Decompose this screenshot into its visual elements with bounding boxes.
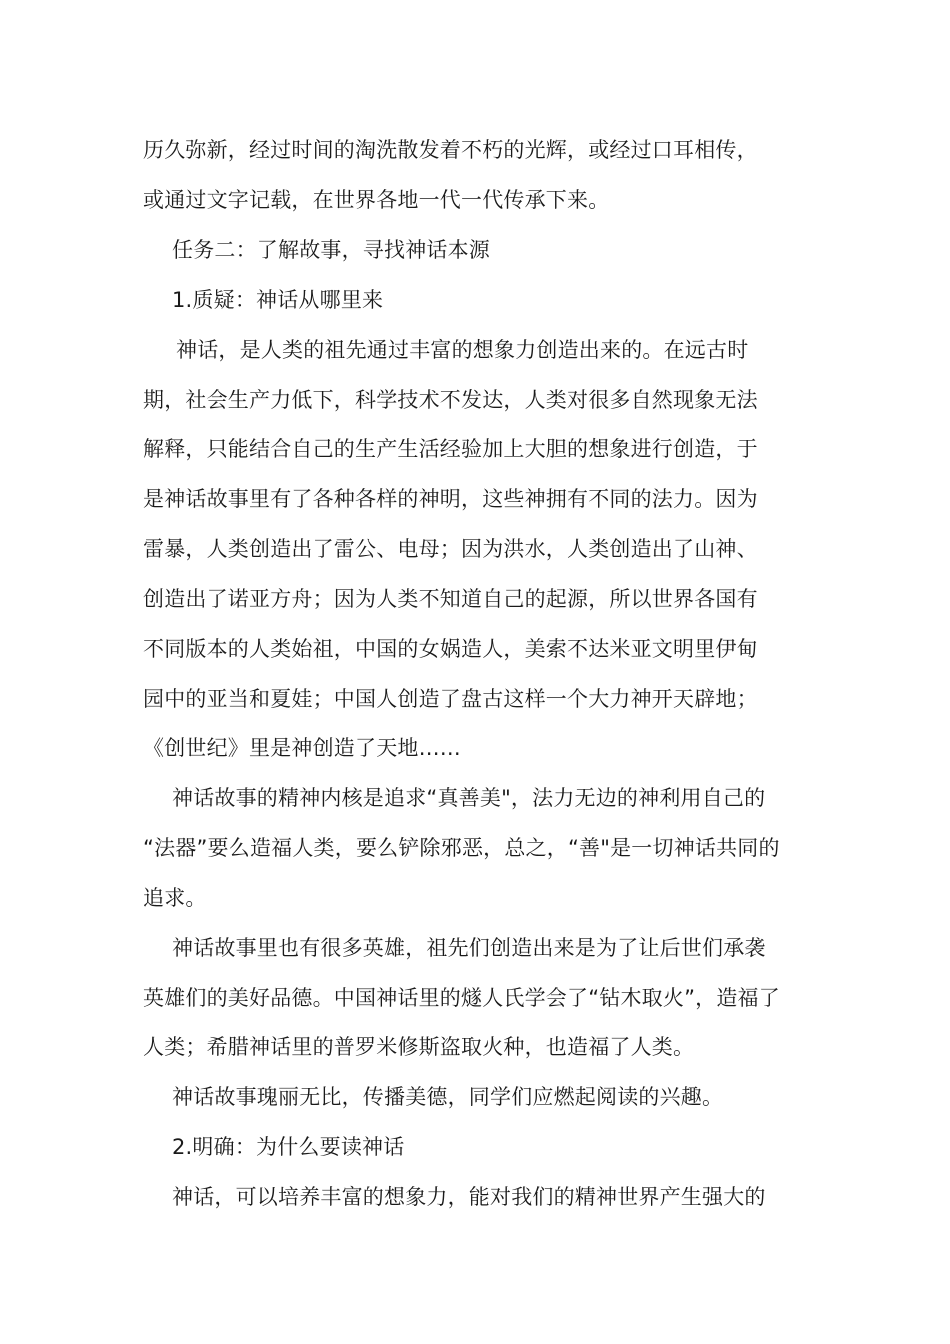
text-line-6: 期，社会生产力低下，科学技术不发达，人类对很多自然现象无法 bbox=[143, 388, 758, 412]
text-line-11: 不同版本的人类始祖，中国的女娲造人，美索不达米亚文明里伊甸 bbox=[143, 637, 758, 661]
text-line-1: 历久弥新，经过时间的淘洗散发着不朽的光辉，或经过口耳相传， bbox=[143, 138, 758, 162]
text-line-7: 解释，只能结合自己的生产生活经验加上大胆的想象进行创造，于 bbox=[143, 437, 758, 461]
text-line-22: 神话，可以培养丰富的想象力，能对我们的精神世界产生强大的 bbox=[172, 1185, 766, 1209]
text-line-20: 神话故事瑰丽无比，传播美德，同学们应燃起阅读的兴趣。 bbox=[172, 1085, 724, 1109]
text-line-8: 是神话故事里有了各种各样的神明，这些神拥有不同的法力。因为 bbox=[143, 487, 758, 511]
text-line-5: 神话，是人类的祖先通过丰富的想象力创造出来的。在远古时 bbox=[176, 338, 749, 362]
text-line-18: 英雄们的美好品德。中国神话里的燧人氏学会了“钻木取火”，造福了 bbox=[143, 986, 780, 1010]
text-line-17: 神话故事里也有很多英雄，祖先们创造出来是为了让后世们承袭 bbox=[172, 936, 766, 960]
subheading-clarify: 2.明确：为什么要读神话 bbox=[172, 1135, 405, 1159]
text-line-16: 追求。 bbox=[143, 886, 207, 910]
subheading-question: 1.质疑：神话从哪里来 bbox=[172, 288, 384, 312]
text-line-12: 园中的亚当和夏娃；中国人创造了盘古这样一个大力神开天辟地； bbox=[143, 687, 758, 711]
text-line-10: 创造出了诺亚方舟；因为人类不知道自己的起源，所以世界各国有 bbox=[143, 587, 758, 611]
text-line-19: 人类；希腊神话里的普罗米修斯盗取火种，也造福了人类。 bbox=[143, 1035, 695, 1059]
text-line-9: 雷暴，人类创造出了雷公、电母；因为洪水，人类创造出了山神、 bbox=[143, 537, 758, 561]
text-line-13: 《创世纪》里是神创造了天地…… bbox=[143, 736, 461, 760]
text-line-2: 或通过文字记载，在世界各地一代一代传承下来。 bbox=[143, 188, 610, 212]
text-line-15: “法器”要么造福人类，要么铲除邪恶，总之，“善"是一切神话共同的 bbox=[143, 836, 780, 860]
text-line-14: 神话故事的精神内核是追求“真善美"，法力无边的神利用自己的 bbox=[172, 786, 766, 810]
section-heading-task-two: 任务二：了解故事，寻找神话本源 bbox=[172, 238, 490, 262]
